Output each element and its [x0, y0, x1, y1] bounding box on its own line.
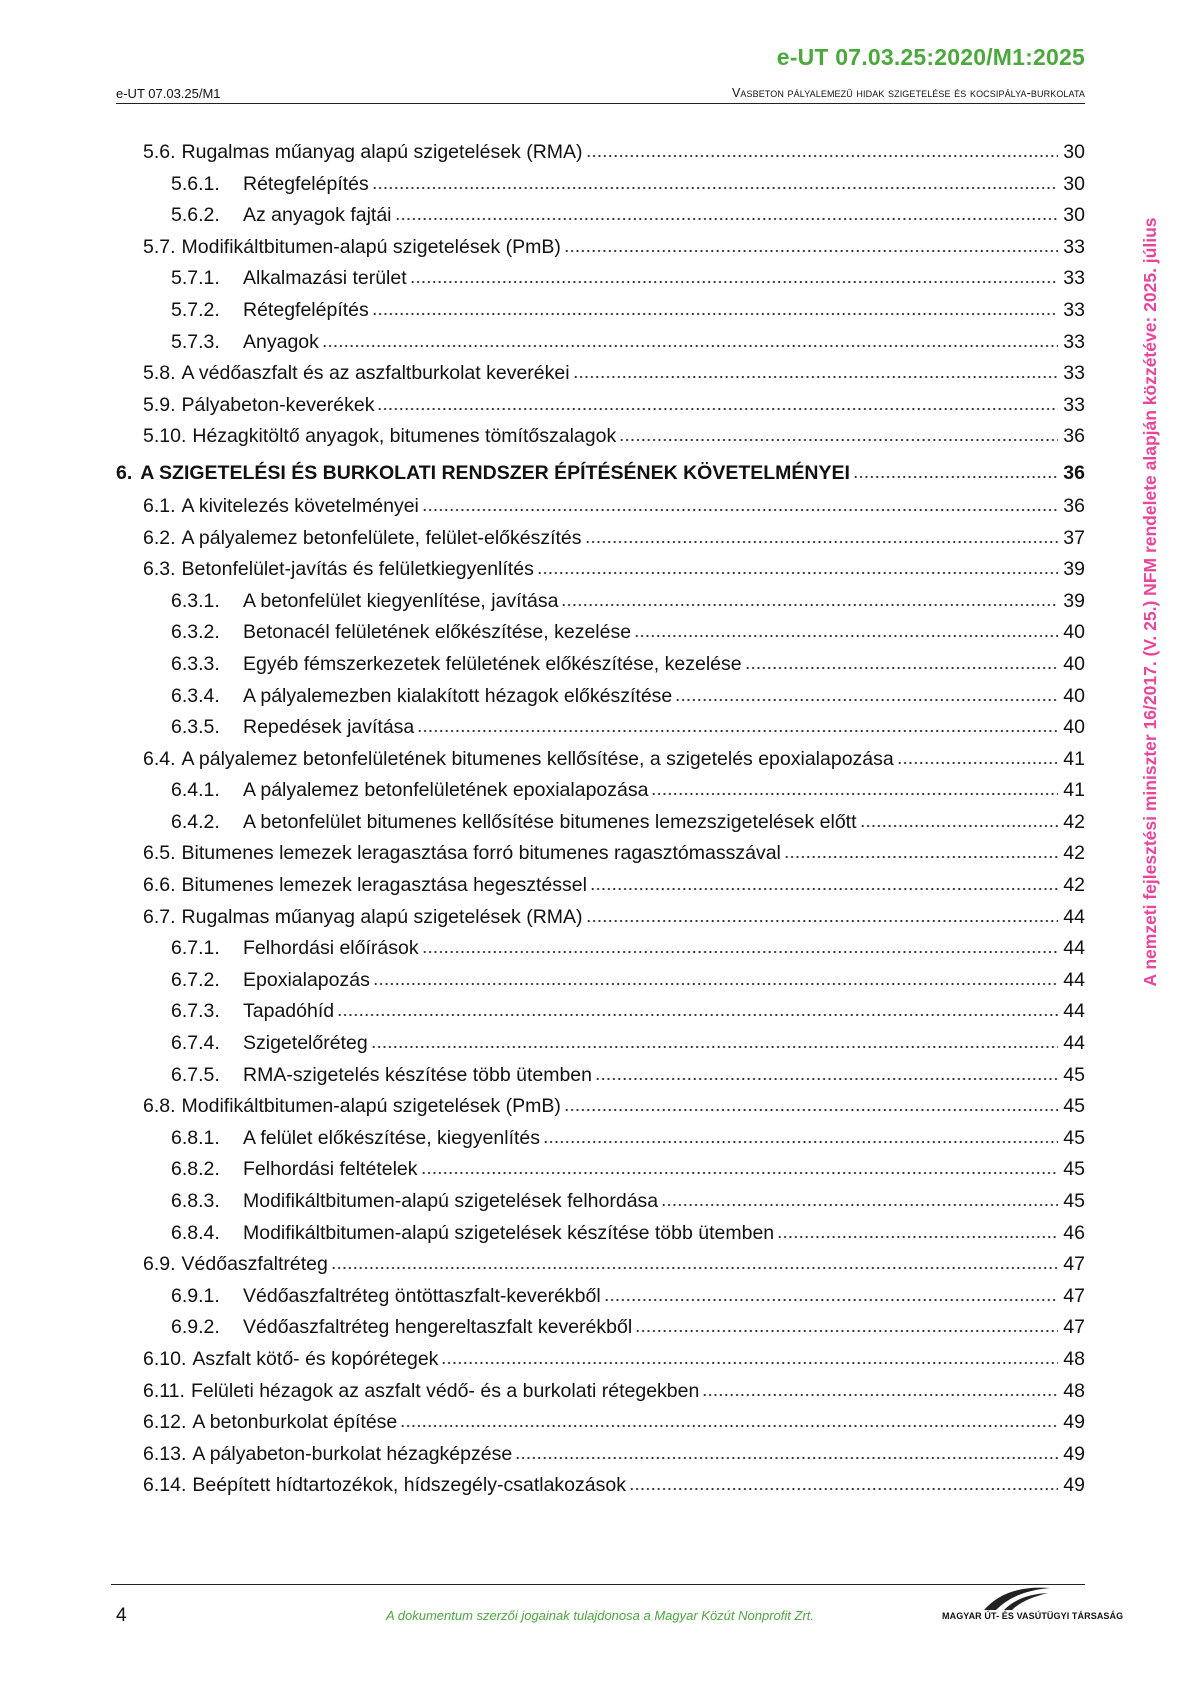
toc-entry-number: 6.7. — [143, 905, 176, 928]
toc-entry-page: 44 — [1063, 968, 1085, 991]
toc-entry-title: Anyagok — [243, 330, 319, 353]
dot-leader — [595, 1063, 1058, 1081]
toc-entry[interactable] — [116, 1284, 1085, 1316]
dot-leader — [777, 1221, 1058, 1239]
toc-entry-number: 6.9.1. — [171, 1284, 220, 1307]
toc-entry[interactable] — [116, 936, 1085, 968]
toc-entry-number: 5.10. — [143, 425, 187, 448]
dot-leader — [373, 968, 1058, 986]
toc-entry[interactable] — [116, 1094, 1085, 1126]
toc-entry[interactable] — [116, 1031, 1085, 1063]
toc-entry-number: 6.8.1. — [171, 1126, 220, 1149]
road-swoosh-icon — [982, 1584, 1052, 1612]
toc-entry-page: 45 — [1063, 1063, 1085, 1086]
dot-leader — [661, 1189, 1058, 1207]
toc-entry-number: 6.5. — [143, 842, 176, 865]
toc-entry-title: A betonfelület bitumenes kellősítése bitumenes lemezszigetelések előtt — [243, 810, 857, 833]
toc-entry-number: 6.11. — [143, 1379, 185, 1402]
toc-entry[interactable] — [116, 1442, 1085, 1474]
toc-entry[interactable] — [116, 203, 1085, 235]
toc-entry[interactable] — [116, 1410, 1085, 1442]
toc-entry[interactable] — [116, 235, 1085, 267]
toc-entry-page: 36 — [1063, 494, 1085, 517]
toc-entry-title: Aszfalt kötő- és kopórétegek — [192, 1347, 439, 1370]
toc-entry-number: 5.8. — [143, 362, 176, 385]
toc-entry-title: Hézagkitöltő anyagok, bitumenes tömítőszalagok — [192, 425, 617, 448]
toc-entry-title: Rugalmas műanyag alapú szigetelések (RMA) — [181, 141, 583, 163]
toc-entry-number: 6.9. — [143, 1253, 176, 1276]
dot-leader — [585, 526, 1058, 544]
dot-leader — [377, 393, 1058, 411]
toc-entry-number: 5.7.3. — [171, 330, 220, 353]
toc-entry[interactable] — [116, 841, 1085, 873]
toc-entry-page: 33 — [1063, 393, 1085, 416]
toc-entry-title: Tapadóhíd — [243, 1000, 335, 1023]
toc-entry-page: 47 — [1063, 1253, 1085, 1276]
toc-entry-page: 45 — [1063, 1095, 1085, 1118]
toc-entry-title: A betonburkolat építése — [192, 1411, 398, 1434]
toc-entry-page: 40 — [1063, 621, 1085, 644]
toc-entry-page: 42 — [1063, 810, 1085, 833]
doc-code: e-UT 07.03.25:2020/M1:2025 — [776, 44, 1085, 70]
toc-entry-number: 6.8.4. — [171, 1221, 220, 1244]
toc-entry-number: 6.3.3. — [171, 652, 220, 675]
toc-entry-page: 44 — [1063, 1032, 1085, 1055]
toc-entry[interactable] — [116, 393, 1085, 425]
toc-entry-page: 41 — [1063, 779, 1085, 802]
dot-leader — [651, 778, 1058, 796]
toc-entry-page: 36 — [1063, 425, 1085, 448]
toc-entry-number: 6.7.2. — [171, 968, 220, 991]
dot-leader — [634, 620, 1058, 638]
toc-entry-number: 6.4.1. — [171, 779, 220, 802]
dot-leader — [573, 361, 1058, 379]
toc-entry-number: 6.13. — [143, 1442, 187, 1465]
toc-entry[interactable] — [116, 494, 1085, 526]
toc-entry-page: 42 — [1063, 842, 1085, 865]
toc-entry[interactable] — [116, 461, 1085, 494]
dot-leader — [853, 461, 1058, 479]
toc-entry-number: 6.4. — [143, 747, 176, 770]
toc-entry-title: A kivitelezés követelményei — [181, 494, 419, 517]
toc-entry-title: Repedések javítása — [243, 716, 415, 739]
toc-entry-title: A védőaszfalt és az aszfaltburkolat keverékei — [181, 362, 570, 385]
toc-entry-title: Betonacél felületének előkészítése, kezelése — [243, 621, 632, 644]
dot-leader — [675, 684, 1058, 702]
toc-entry-page: 36 — [1063, 461, 1085, 484]
page-number: 4 — [116, 1605, 127, 1626]
toc-entry-title: Egyéb fémszerkezetek felületének előkészítése, kezelése — [243, 652, 742, 675]
toc-entry[interactable] — [116, 810, 1085, 842]
toc-entry-number: 6.7.3. — [171, 1000, 220, 1023]
toc-entry-page: 45 — [1063, 1190, 1085, 1212]
toc-entry-number: 6.2. — [143, 526, 176, 549]
toc-entry-page: 47 — [1063, 1284, 1085, 1307]
toc-entry-page: 49 — [1063, 1411, 1085, 1434]
toc-entry-page: 33 — [1063, 267, 1085, 290]
dot-leader — [564, 1094, 1058, 1112]
toc-entry-page: 33 — [1063, 235, 1085, 258]
toc-entry-number: 5.7. — [143, 235, 176, 258]
toc-entry-title: Felhordási előírások — [243, 937, 419, 960]
toc-entry-title: Rétegfelépítés — [243, 172, 369, 195]
toc-entry-page: 40 — [1063, 716, 1085, 739]
toc-entry-page: 30 — [1063, 141, 1085, 163]
dot-leader — [371, 1031, 1058, 1049]
toc-entry-number: 6.7.5. — [171, 1063, 220, 1086]
dot-leader — [619, 424, 1058, 442]
toc-entry-page: 46 — [1063, 1221, 1085, 1244]
dot-leader — [337, 999, 1058, 1017]
toc-entry[interactable] — [116, 526, 1085, 558]
toc-entry-page: 48 — [1063, 1347, 1085, 1370]
toc-entry-page: 41 — [1063, 747, 1085, 770]
header-left: e-UT 07.03.25/M1 — [116, 86, 221, 101]
dot-leader — [604, 1284, 1058, 1302]
dot-leader — [410, 266, 1058, 284]
dot-leader — [537, 557, 1058, 575]
toc-entry-page: 40 — [1063, 684, 1085, 707]
dot-leader — [331, 1252, 1058, 1270]
toc-entry[interactable] — [116, 652, 1085, 684]
toc-entry-title: A felület előkészítése, kiegyenlítés — [243, 1126, 541, 1149]
dot-leader — [417, 715, 1058, 733]
dot-leader — [422, 936, 1058, 954]
header-right: Vasbeton pályalemezű hidak szigetelése és kocsipálya-burkolata — [732, 86, 1085, 100]
toc-entry[interactable] — [116, 1315, 1085, 1347]
toc-entry[interactable] — [116, 1221, 1085, 1253]
toc-entry[interactable] — [116, 266, 1085, 298]
footer-rule — [111, 1584, 1085, 1585]
toc-entry-number: 6.10. — [143, 1347, 187, 1370]
toc-entry[interactable] — [116, 1379, 1085, 1411]
toc-entry-number: 6.6. — [143, 874, 176, 897]
toc-entry[interactable] — [116, 557, 1085, 589]
toc-entry-title: A pályalemez betonfelületének bitumenes kellősítése, a szigetelés epoxialapozása — [181, 747, 894, 770]
toc-entry-page: 33 — [1063, 330, 1085, 353]
toc-entry-title: A SZIGETELÉSI ÉS BURKOLATI RENDSZER ÉPÍTÉSÉNEK KÖVETELMÉNYEI — [140, 461, 850, 484]
toc-entry-page: 44 — [1063, 937, 1085, 960]
toc-entry[interactable] — [116, 620, 1085, 652]
dot-leader — [515, 1442, 1058, 1460]
toc-entry-number: 6.8.3. — [171, 1190, 220, 1212]
toc-entry-title: Modifikáltbitumen-alapú szigetelések (PmB) — [181, 1095, 561, 1118]
dot-leader — [564, 235, 1058, 253]
dot-leader — [543, 1126, 1058, 1144]
toc-entry-title: Beépített hídtartozékok, hídszegély-csatlakozások — [192, 1474, 626, 1497]
toc-entry-title: Védőaszfaltréteg hengereltaszfalt keverékből — [243, 1316, 633, 1339]
toc-entry-title: Felületi hézagok az aszfalt védő- és a burkolati rétegekben — [190, 1379, 700, 1402]
table-of-contents — [116, 140, 1085, 1505]
dot-leader — [629, 1473, 1058, 1491]
toc-entry-page: 39 — [1063, 558, 1085, 581]
toc-entry-title: Szigetelőréteg — [243, 1032, 368, 1055]
dot-leader — [860, 810, 1058, 828]
toc-entry[interactable] — [116, 684, 1085, 716]
toc-entry-title: RMA-szigetelés készítése több ütemben — [243, 1063, 593, 1086]
toc-entry-number: 6.3.2. — [171, 621, 220, 644]
toc-entry-title: Felhordási feltételek — [243, 1158, 418, 1181]
toc-entry-number: 6.3.4. — [171, 684, 220, 707]
dot-leader — [395, 203, 1058, 221]
toc-entry-page: 49 — [1063, 1442, 1085, 1465]
toc-entry-number: 6.9.2. — [171, 1316, 220, 1339]
dot-leader — [421, 1157, 1058, 1175]
toc-entry[interactable] — [116, 715, 1085, 747]
toc-entry[interactable] — [116, 1063, 1085, 1095]
dot-leader — [400, 1410, 1058, 1428]
toc-entry[interactable] — [116, 1189, 1085, 1221]
toc-entry[interactable] — [116, 905, 1085, 937]
dot-leader — [441, 1347, 1058, 1365]
toc-entry-title: Epoxialapozás — [243, 968, 370, 991]
side-note: A nemzeti fejlesztési miniszter 16/2017. (V. 25.) NFM rendelete alapján közzétéve: 2025. július — [1140, 217, 1160, 987]
toc-entry-page: 33 — [1063, 362, 1085, 385]
dot-leader — [586, 140, 1058, 158]
toc-entry-title: Alkalmazási terület — [243, 267, 407, 290]
toc-entry-page: 37 — [1063, 526, 1085, 549]
toc-entry[interactable] — [116, 1157, 1085, 1189]
toc-entry[interactable] — [116, 140, 1085, 172]
toc-entry-page: 44 — [1063, 1000, 1085, 1023]
toc-entry-page: 33 — [1063, 298, 1085, 321]
toc-entry-title: Bitumenes lemezek leragasztása hegesztéssel — [181, 874, 587, 897]
toc-entry[interactable] — [116, 873, 1085, 905]
footer-logo — [942, 1584, 1124, 1634]
toc-entry-page: 48 — [1063, 1379, 1085, 1402]
toc-entry-title: Modifikáltbitumen-alapú szigetelések készítése több ütemben — [243, 1221, 775, 1244]
dot-leader — [372, 298, 1058, 316]
toc-entry[interactable] — [116, 747, 1085, 779]
toc-entry-page: 30 — [1063, 204, 1085, 227]
toc-entry-page: 39 — [1063, 589, 1085, 612]
dot-leader — [784, 841, 1058, 859]
toc-entry-page: 40 — [1063, 652, 1085, 675]
toc-entry-title: A pályabeton-burkolat hézagképzése — [192, 1442, 513, 1465]
toc-entry-number: 6.14. — [143, 1474, 187, 1497]
toc-entry-number: 6.12. — [143, 1411, 187, 1434]
toc-entry-title: A pályalemez betonfelületének epoxialapozása — [243, 779, 649, 802]
dot-leader — [702, 1379, 1058, 1397]
toc-entry-title: Rétegfelépítés — [243, 298, 369, 321]
toc-entry-title: Modifikáltbitumen-alapú szigetelések felhordása — [243, 1190, 659, 1212]
toc-entry-number: 5.6.1. — [171, 172, 220, 195]
toc-entry-number: 6.7.4. — [171, 1032, 220, 1055]
toc-entry[interactable] — [116, 968, 1085, 1000]
toc-entry-number: 5.6. — [143, 141, 176, 163]
header-rule — [116, 103, 1085, 104]
dot-leader — [635, 1315, 1058, 1333]
toc-entry-number: 5.7.2. — [171, 298, 220, 321]
logo-text: MAGYAR ÚT- ÉS VASÚTÜGYI TÁRSASÁG — [942, 1611, 1124, 1621]
dot-leader — [590, 873, 1058, 891]
dot-leader — [586, 905, 1058, 923]
toc-entry-title: Betonfelület-javítás és felületkiegyenlítés — [181, 558, 534, 581]
toc-entry-number: 6. — [116, 461, 133, 484]
toc-entry[interactable] — [116, 1252, 1085, 1284]
toc-entry-page: 49 — [1063, 1474, 1085, 1497]
dot-leader — [372, 172, 1058, 190]
toc-entry-number: 5.6.2. — [171, 204, 220, 227]
toc-entry-page: 47 — [1063, 1316, 1085, 1339]
toc-entry-title: Védőaszfaltréteg — [181, 1253, 328, 1276]
toc-entry[interactable] — [116, 172, 1085, 204]
toc-entry[interactable] — [116, 361, 1085, 393]
toc-entry[interactable] — [116, 999, 1085, 1031]
toc-entry-page: 44 — [1063, 905, 1085, 928]
toc-entry-page: 45 — [1063, 1158, 1085, 1181]
toc-entry-page: 42 — [1063, 874, 1085, 897]
toc-entry-title: A betonfelület kiegyenlítése, javítása — [243, 589, 559, 612]
toc-entry-title: Pályabeton-keverékek — [181, 393, 375, 416]
toc-entry-title: Az anyagok fajtái — [243, 204, 392, 227]
toc-entry-page: 45 — [1063, 1126, 1085, 1149]
toc-entry-title: A pályalemez betonfelülete, felület-előkészítés — [181, 526, 582, 549]
dot-leader — [322, 330, 1058, 348]
toc-entry[interactable] — [116, 298, 1085, 330]
toc-entry-title: Modifikáltbitumen-alapú szigetelések (PmB) — [181, 235, 561, 258]
toc-entry[interactable] — [116, 778, 1085, 810]
toc-entry[interactable] — [116, 1126, 1085, 1158]
toc-entry-number: 6.8.2. — [171, 1158, 220, 1181]
toc-entry[interactable] — [116, 1347, 1085, 1379]
toc-entry-number: 5.9. — [143, 393, 176, 416]
toc-entry-title: Bitumenes lemezek leragasztása forró bitumenes ragasztómasszával — [181, 842, 781, 865]
dot-leader — [561, 589, 1058, 607]
toc-entry-number: 6.4.2. — [171, 810, 220, 833]
dot-leader — [897, 747, 1058, 765]
toc-entry-page: 30 — [1063, 172, 1085, 195]
toc-entry[interactable] — [116, 330, 1085, 362]
toc-entry-title: Rugalmas műanyag alapú szigetelések (RMA) — [181, 905, 583, 928]
toc-entry-number: 6.3.1. — [171, 589, 220, 612]
toc-entry-number: 6.3. — [143, 558, 176, 581]
toc-entry[interactable] — [116, 589, 1085, 621]
toc-entry[interactable] — [116, 1473, 1085, 1505]
toc-entry-number: 6.3.5. — [171, 716, 220, 739]
toc-entry[interactable] — [116, 424, 1085, 456]
toc-entry-title: A pályalemezben kialakított hézagok előkészítése — [243, 684, 673, 707]
dot-leader — [745, 652, 1058, 670]
toc-entry-number: 5.7.1. — [171, 267, 220, 290]
toc-entry-title: Védőaszfaltréteg öntöttaszfalt-keverékből — [243, 1284, 601, 1307]
footer-copyright: A dokumentum szerzői jogainak tulajdonosa a Magyar Közút Nonprofit Zrt. — [385, 1608, 814, 1623]
dot-leader — [422, 494, 1058, 512]
toc-entry-number: 6.8. — [143, 1095, 176, 1118]
toc-entry-number: 6.7.1. — [171, 937, 220, 960]
toc-entry-number: 6.1. — [143, 494, 176, 517]
